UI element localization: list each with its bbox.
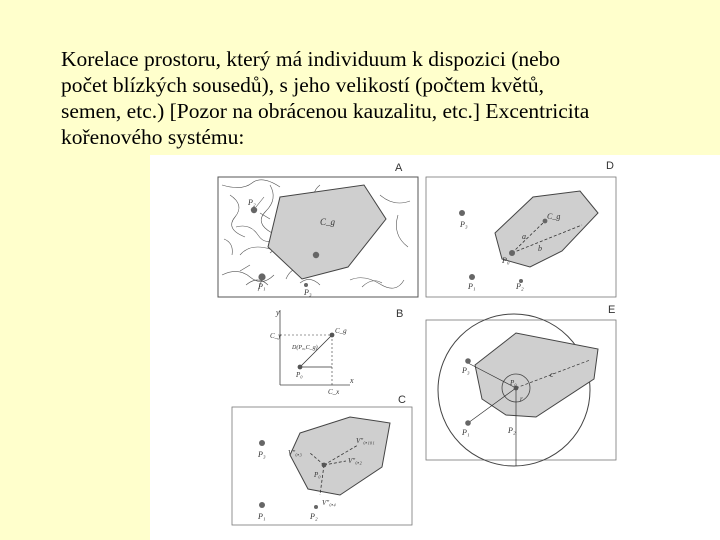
label-b-d: b xyxy=(538,244,542,253)
label-v1-c: V″₀,₁₀₁ xyxy=(356,437,375,445)
text-line-3: semen, etc.) [Pozor na obrácenou kauzalitu, etc.] Excentricita xyxy=(61,99,590,123)
label-cg-b: C_g xyxy=(335,327,347,335)
label-p0-b: P₀ xyxy=(296,371,303,379)
label-p2-e: P₂ xyxy=(508,426,516,435)
panel-letter-a: A xyxy=(395,162,403,174)
territory-polygon-d xyxy=(495,191,598,267)
label-p1-a: P₁ xyxy=(258,282,266,291)
panel-letter-b: B xyxy=(396,308,404,320)
label-p3-c: P₃ xyxy=(258,450,266,459)
panel-b xyxy=(270,308,403,396)
label-p3-a: P₃ xyxy=(304,288,312,297)
text-line-2: počet blízkých sousedů), s jeho velikostí (počtem květů, xyxy=(61,73,545,97)
panel-e xyxy=(426,304,616,466)
root-system-figure xyxy=(150,155,720,540)
territory-polygon-a xyxy=(268,185,386,279)
panel-letter-c: C xyxy=(398,394,406,406)
label-dist-b: D(P₀,C_g) xyxy=(292,345,318,351)
text-line-4: kořenového systému: xyxy=(61,125,245,149)
label-p1-c: P₁ xyxy=(258,512,266,521)
territory-polygon-c xyxy=(290,417,390,495)
label-x-b: x xyxy=(350,376,354,385)
label-a-d: a xyxy=(522,232,526,241)
label-p0-c: P₀ xyxy=(314,471,321,479)
label-p0-e: P₀ xyxy=(510,379,517,387)
panel-c xyxy=(232,394,412,525)
label-cx-b: C_x xyxy=(328,388,340,396)
plant-p2-a xyxy=(251,207,257,213)
label-p2-c: P₂ xyxy=(310,512,318,521)
label-p0-d: P₀ xyxy=(502,256,510,265)
label-cg-d: C_g xyxy=(547,212,561,221)
label-v4-c: V″₀,₄ xyxy=(322,499,336,507)
plant-p0-a xyxy=(313,252,319,258)
label-p2-d: P₂ xyxy=(516,282,524,291)
panel-d xyxy=(426,160,616,297)
plant-p3-a xyxy=(304,283,308,287)
label-cg-a: C_g xyxy=(320,217,336,227)
label-p3-d: P₃ xyxy=(460,220,468,229)
label-p3-e: P₃ xyxy=(462,366,470,375)
label-cy-b: C_y xyxy=(270,332,282,340)
label-y-b: y xyxy=(276,308,280,317)
slide-body-text xyxy=(61,46,701,150)
plant-p1-a xyxy=(258,273,265,280)
label-c-e: c xyxy=(550,370,554,379)
panel-letter-e: E xyxy=(608,304,616,316)
label-p2-a: P₂ xyxy=(248,198,256,207)
label-v3-c: V″₀,₃ xyxy=(288,449,302,457)
label-r-e: r xyxy=(520,395,523,403)
label-v2-c: V″₀,₂ xyxy=(348,457,362,465)
label-p1-e: P₁ xyxy=(462,428,470,437)
panel-a xyxy=(218,162,418,297)
label-p1-d: P₁ xyxy=(468,282,476,291)
panel-letter-d: D xyxy=(606,160,614,172)
text-line-1: Korelace prostoru, který má individuum k dispozici (nebo xyxy=(61,47,561,71)
figure-svg xyxy=(150,155,720,540)
